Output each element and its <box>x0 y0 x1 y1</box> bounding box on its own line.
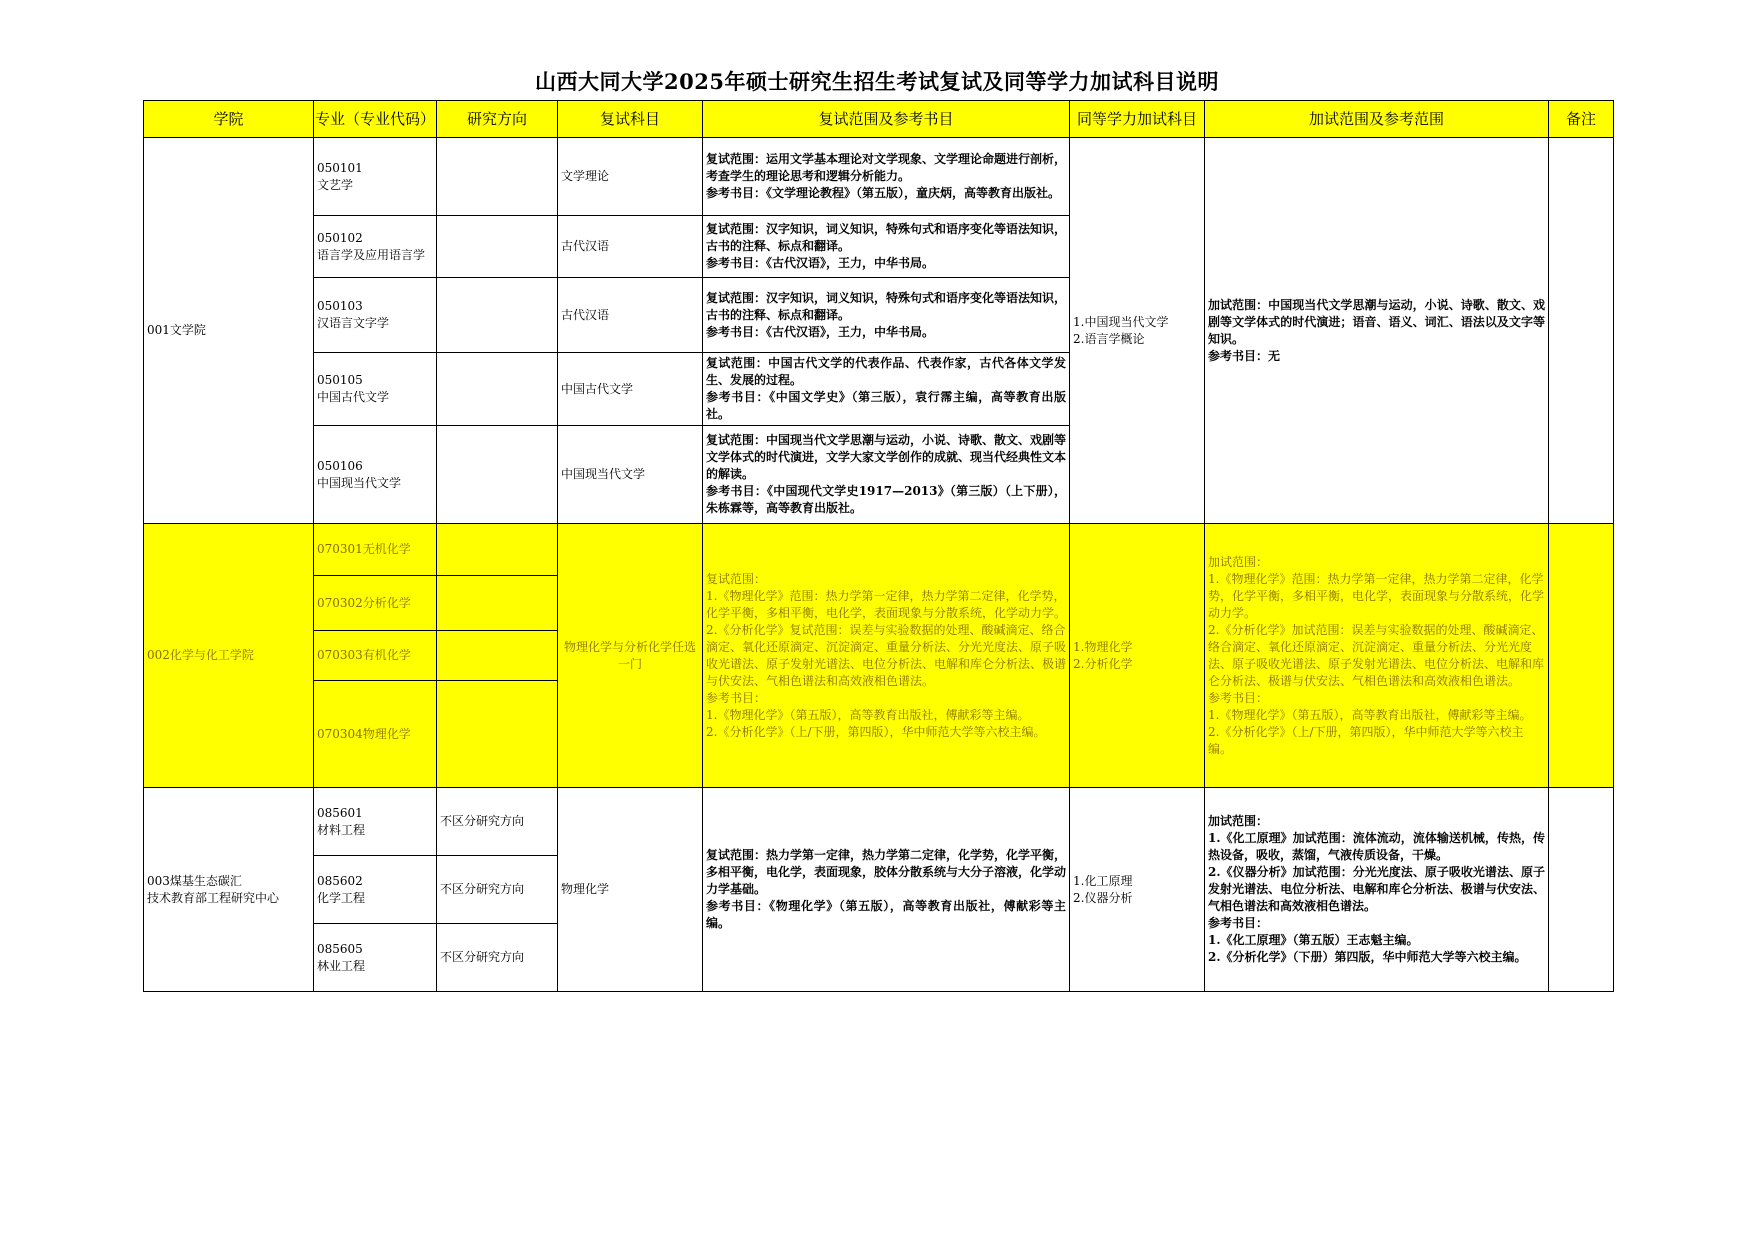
retest-scope-cell: 复试范围：中国现当代文学思潮与运动，小说、诗歌、散文、戏剧等文学体式的时代演进，文学大家文学创作的成就、现当代经典性文本的解读。 参考书目：《中国现代文学史1917—2013》（第三版）（上下册），朱栋霖等，高等教育出版社。 <box>703 426 1070 524</box>
major-cell: 085601 材料工程 <box>314 788 437 856</box>
direction-cell <box>437 576 558 631</box>
major-cell: 050106 中国现当代文学 <box>314 426 437 524</box>
major-cell: 070304物理化学 <box>314 681 437 788</box>
extra-subject-cell: 1.化工原理 2.仪器分析 <box>1070 788 1205 992</box>
direction-cell <box>437 681 558 788</box>
header-remark: 备注 <box>1549 101 1614 138</box>
extra-scope-cell: 加试范围： 1.《化工原理》加试范围：流体流动，流体输送机械，传热，传热设备，吸收，蒸馏，气液传质设备，干燥。 2.《仪器分析》加试范围：分光光度法、原子吸收光谱法、原子发射光谱法、电位分析法、电解和库仑分析法、极谱与伏安法、气相色谱法和高效液相色谱法。 参考书目： 1.《化工原理》（第五版）王志魁主编。 2.《分析化学》（下册）第四版，华中师范大学等六校主编。 <box>1205 788 1549 992</box>
retest-scope-cell: 复试范围：汉字知识，词义知识，特殊句式和语序变化等语法知识，古书的注释、标点和翻译。 参考书目：《古代汉语》，王力，中华书局。 <box>703 216 1070 278</box>
direction-cell <box>437 426 558 524</box>
retest-subject-cell: 物理化学与分析化学任选一门 <box>558 524 703 788</box>
remark-cell <box>1549 788 1614 992</box>
retest-subject-cell: 古代汉语 <box>558 216 703 278</box>
retest-scope-cell: 复试范围：汉字知识，词义知识，特殊句式和语序变化等语法知识，古书的注释、标点和翻译。 参考书目：《古代汉语》，王力，中华书局。 <box>703 278 1070 353</box>
direction-cell <box>437 138 558 216</box>
direction-cell: 不区分研究方向 <box>437 856 558 924</box>
major-cell: 070301无机化学 <box>314 524 437 576</box>
major-cell: 050102 语言学及应用语言学 <box>314 216 437 278</box>
remark-cell <box>1549 524 1614 788</box>
major-cell: 085602 化学工程 <box>314 856 437 924</box>
direction-cell <box>437 278 558 353</box>
retest-scope-cell: 复试范围：中国古代文学的代表作品、代表作家，古代各体文学发生、发展的过程。 参考书目：《中国文学史》（第三版），袁行霈主编，高等教育出版社。 <box>703 353 1070 426</box>
retest-subject-cell: 中国现当代文学 <box>558 426 703 524</box>
retest-scope-cell: 复试范围：运用文学基本理论对文学现象、文学理论命题进行剖析，考查学生的理论思考和逻辑分析能力。 参考书目：《文学理论教程》（第五版），童庆炳，高等教育出版社。 <box>703 138 1070 216</box>
retest-scope-cell: 复试范围： 1.《物理化学》范围：热力学第一定律，热力学第二定律，化学势，化学平衡，多相平衡，电化学，表面现象与分散系统，化学动力学。 2.《分析化学》复试范围：误差与实验数据的处理、酸碱滴定、络合滴定、氧化还原滴定、沉淀滴定、重量分析法、分光光度法、原子吸收光谱法、原子发射光谱法、电位分析法、电解和库仑分析法、极谱与伏安法、气相色谱法和高效液相色谱法。 参考书目： 1.《物理化学》（第五版），高等教育出版社，傅献彩等主编。 2.《分析化学》（上/下册，第四版），华中师范大学等六校主编。 <box>703 524 1070 788</box>
table-row <box>144 788 1614 856</box>
major-cell: 070302分析化学 <box>314 576 437 631</box>
major-cell: 050103 汉语言文字学 <box>314 278 437 353</box>
direction-cell: 不区分研究方向 <box>437 788 558 856</box>
extra-subject-cell: 1.物理化学 2.分析化学 <box>1070 524 1205 788</box>
header-extra-subject: 同等学力加试科目 <box>1070 101 1205 138</box>
retest-subject-cell: 物理化学 <box>558 788 703 992</box>
college-cell: 002化学与化工学院 <box>144 524 314 788</box>
extra-scope-cell: 加试范围：中国现当代文学思潮与运动，小说、诗歌、散文、戏剧等文学体式的时代演进；语音、语义、词汇、语法以及文字等知识。 参考书目：无 <box>1205 138 1549 524</box>
college-cell: 003煤基生态碳汇 技术教育部工程研究中心 <box>144 788 314 992</box>
retest-subject-cell: 中国古代文学 <box>558 353 703 426</box>
retest-scope-cell: 复试范围：热力学第一定律，热力学第二定律，化学势，化学平衡，多相平衡，电化学，表面现象，胶体分散系统与大分子溶液，化学动力学基础。 参考书目：《物理化学》（第五版），高等教育出版社，傅献彩等主编。 <box>703 788 1070 992</box>
direction-cell <box>437 353 558 426</box>
direction-cell <box>437 216 558 278</box>
major-cell: 085605 林业工程 <box>314 924 437 992</box>
table-row <box>144 138 1614 216</box>
remark-cell <box>1549 138 1614 524</box>
major-cell: 050105 中国古代文学 <box>314 353 437 426</box>
direction-cell <box>437 631 558 681</box>
extra-scope-cell: 加试范围： 1.《物理化学》范围：热力学第一定律，热力学第二定律，化学势，化学平衡，多相平衡，电化学，表面现象与分散系统，化学动力学。 2.《分析化学》加试范围：误差与实验数据的处理、酸碱滴定、络合滴定、氧化还原滴定、沉淀滴定、重量分析法、分光光度法、原子吸收光谱法、原子发射光谱法、电位分析法、电解和库仑分析法、极谱与伏安法、气相色谱法和高效液相色谱法。 参考书目： 1.《物理化学》（第五版），高等教育出版社，傅献彩等主编。 2.《分析化学》（上/下册，第四版），华中师范大学等六校主编。 <box>1205 524 1549 788</box>
header-college: 学院 <box>144 101 314 138</box>
retest-subject-cell: 古代汉语 <box>558 278 703 353</box>
retest-subject-cell: 文学理论 <box>558 138 703 216</box>
header-major: 专业（专业代码） <box>314 101 437 138</box>
direction-cell: 不区分研究方向 <box>437 924 558 992</box>
page-title: 山西大同大学2025年硕士研究生招生考试复试及同等学力加试科目说明 <box>535 69 1219 94</box>
college-cell: 001文学院 <box>144 138 314 524</box>
header-extra-scope: 加试范围及参考范围 <box>1205 101 1549 138</box>
table-header-row <box>144 101 1614 138</box>
extra-subject-cell: 1.中国现当代文学 2.语言学概论 <box>1070 138 1205 524</box>
table-row <box>144 524 1614 576</box>
header-retest-subject: 复试科目 <box>558 101 703 138</box>
major-cell: 070303有机化学 <box>314 631 437 681</box>
header-retest-scope: 复试范围及参考书目 <box>703 101 1070 138</box>
exam-table <box>143 100 1614 992</box>
header-direction: 研究方向 <box>437 101 558 138</box>
major-cell: 050101 文艺学 <box>314 138 437 216</box>
direction-cell <box>437 524 558 576</box>
